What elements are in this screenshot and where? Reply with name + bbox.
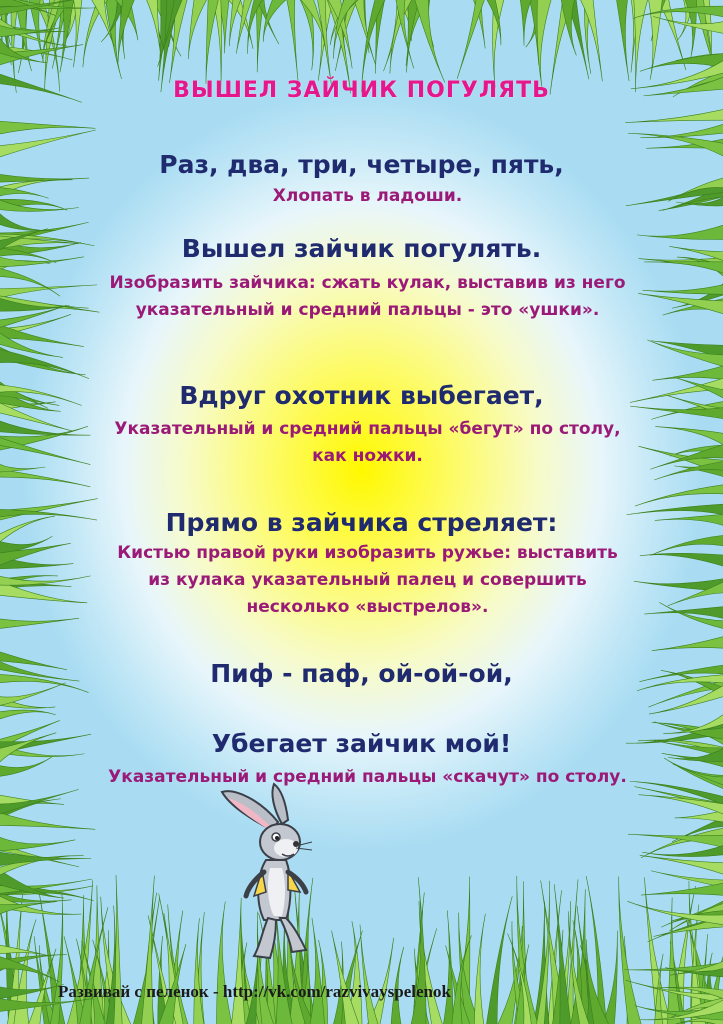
grass-blade (474, 914, 485, 1024)
grass-blade (0, 683, 66, 706)
grass-blade (188, 0, 208, 59)
grass-blade (0, 210, 56, 230)
verse-3: Вдруг охотник выбегает, (179, 381, 544, 410)
grass-blade (0, 187, 49, 198)
note-1: Хлопать в ладоши. (272, 186, 463, 206)
grass-blade (655, 427, 723, 448)
verse-1: Раз, два, три, четыре, пять, (159, 150, 564, 179)
grass-blade (83, 0, 110, 67)
grass-blade (0, 516, 55, 545)
grass-blade (675, 809, 723, 822)
note-4: Кистью правой руки изобразить ружье: выставить из кулака указательный палец и совершить несколько «выстрелов». (117, 543, 618, 617)
verse-6: Убегает зайчик мой! (211, 729, 512, 758)
grass-blade (655, 514, 723, 527)
grass-blade (640, 855, 723, 875)
grass-blade (0, 469, 90, 487)
grass-blade (627, 504, 723, 516)
grass-blade (650, 535, 723, 555)
grass-blade (579, 0, 603, 81)
grass-blade (414, 0, 445, 82)
grass-blade (637, 224, 723, 240)
grass-blade (0, 509, 97, 520)
verse-4: Прямо в зайчика стреляет: (165, 508, 558, 537)
verse-5: Пиф - паф, ой-ой-ой, (210, 659, 513, 688)
grass-blade (633, 0, 649, 92)
grass-blade (0, 757, 52, 777)
grass-blade (644, 606, 723, 620)
grass-blade (616, 0, 629, 81)
grass-blade (0, 811, 95, 829)
grass-blade (0, 835, 75, 851)
note-6: Указательный и средний пальцы «скачут» по столу. (108, 767, 627, 787)
grass-blade (640, 553, 723, 567)
grass-blade (0, 710, 56, 721)
grass-blade (0, 130, 96, 158)
grass-blade (0, 285, 97, 299)
grass-blade (644, 262, 723, 275)
page-title: ВЫШЕЛ ЗАЙЧИК ПОГУЛЯТЬ (173, 78, 550, 103)
note-3: Указательный и средний пальцы «бегут» по столу, как ножки. (114, 419, 621, 466)
grass-blade (635, 484, 723, 506)
note-2: Изобразить зайчика: сжать кулак, выставив из него указательный и средний пальцы - это «ушки». (109, 273, 626, 320)
bunny-illustration (200, 780, 330, 965)
grass-blade (642, 844, 723, 857)
grass-blade (652, 635, 723, 650)
verse-2: Вышел зайчик погулять. (181, 234, 542, 263)
grass-blade (353, 0, 376, 64)
grass-blade (628, 834, 723, 848)
grass-blade (652, 365, 723, 381)
grass-blade (263, 0, 288, 42)
grass-blade (0, 462, 45, 472)
grass-blade (642, 284, 723, 295)
grass-blade (286, 0, 298, 82)
grass-blade (625, 109, 723, 123)
grass-blade (619, 877, 643, 1024)
footer-credit: Развивай с пеленок - http://vk.com/razvivayspelenok (58, 982, 451, 1001)
grass-blade (0, 618, 79, 629)
grass-blade (0, 73, 82, 102)
grass-blade (0, 419, 90, 435)
grass-blade (0, 575, 91, 585)
